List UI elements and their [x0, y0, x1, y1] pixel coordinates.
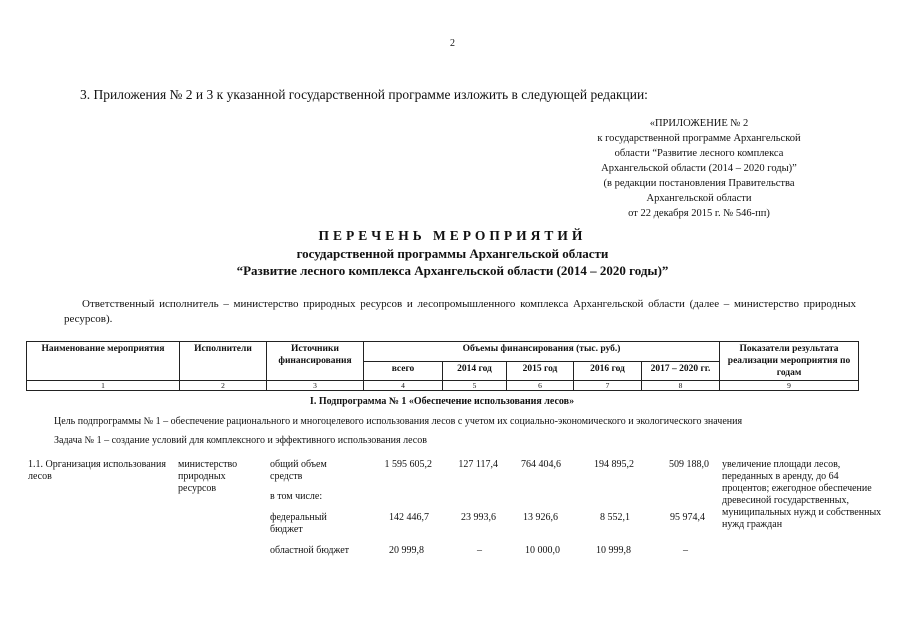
source-including: в том числе: — [270, 491, 323, 502]
source-regional: областной бюджет — [270, 545, 350, 556]
header-2016: 2016 год — [574, 361, 642, 381]
header-executors: Исполнители — [180, 342, 267, 381]
appendix-line: к государственной программе Архангельской — [597, 133, 801, 144]
header-2014: 2014 год — [443, 361, 507, 381]
result-indicator: увеличение площади лесов, переданных в аренду, до 64 процентов; ежегодное обеспечение древесиной государственных, муниципальных нужд и собственных нужд граждан — [722, 459, 882, 530]
federal-2015: 13 926,6 — [523, 512, 558, 523]
activity-executor: министерство природных ресурсов — [178, 459, 238, 494]
column-number: 8 — [642, 381, 720, 391]
column-number: 2 — [180, 381, 267, 391]
regional-2014: – — [477, 545, 482, 556]
header-total: всего — [364, 361, 443, 381]
header-2017-2020: 2017 – 2020 гг. — [642, 361, 720, 381]
appendix-block — [540, 116, 858, 221]
source-total: общий объем средств — [270, 459, 327, 482]
header-sources: Источники финансирования — [267, 342, 364, 381]
column-number: 1 — [27, 381, 180, 391]
total-2015: 764 404,6 — [521, 459, 561, 470]
appendix-line: «ПРИЛОЖЕНИЕ № 2 — [649, 118, 749, 129]
responsible-executor: Ответственный исполнитель – министерство природных ресурсов и лесопромышленного комплекса Архангельской области (далее – министерство природных ресурсов). — [64, 298, 856, 325]
regional-2015: 10 000,0 — [525, 545, 560, 556]
appendix-line: Архангельской области — [646, 193, 752, 204]
regional-2017-2020: – — [683, 545, 688, 556]
total-all: 1 595 605,2 — [384, 459, 432, 470]
column-number: 6 — [507, 381, 574, 391]
activity-name: 1.1. Организация использования лесов — [28, 459, 166, 482]
document-subtitle-2: “Развитие лесного комплекса Архангельской области (2014 – 2020 годы)” — [236, 263, 669, 278]
regional-all: 20 999,8 — [389, 545, 424, 556]
appendix-line: (в редакции постановления Правительства — [603, 178, 795, 189]
column-number: 7 — [574, 381, 642, 391]
column-number: 4 — [364, 381, 443, 391]
section-title: I. Подпрограмма № 1 «Обеспечение использования лесов» — [309, 396, 575, 407]
column-number: 3 — [267, 381, 364, 391]
intro-line: 3. Приложения № 2 и 3 к указанной государственной программе изложить в следующей редакции: — [80, 87, 648, 102]
header-volumes: Объемы финансирования (тыс. руб.) — [364, 342, 720, 362]
total-2017-2020: 509 188,0 — [669, 459, 709, 470]
federal-all: 142 446,7 — [389, 512, 429, 523]
header-indicators: Показатели результата реализации мероприятия по годам — [720, 342, 859, 381]
column-number: 9 — [720, 381, 859, 391]
total-2014: 127 117,4 — [458, 459, 498, 470]
appendix-line: области “Развитие лесного комплекса — [614, 148, 784, 159]
total-2016: 194 895,2 — [594, 459, 634, 470]
header-name: Наименование мероприятия — [27, 342, 180, 381]
source-federal: федеральный бюджет — [270, 512, 327, 535]
subprogram-goal: Цель подпрограммы № 1 – обеспечение рационального и многоцелевого использования лесов с учетом их социально-экономического и экологического значения — [54, 416, 743, 427]
document-title: ПЕРЕЧЕНЬ МЕРОПРИЯТИЙ — [318, 228, 587, 243]
federal-2016: 8 552,1 — [600, 512, 630, 523]
table-header — [26, 341, 859, 391]
appendix-line: от 22 декабря 2015 г. № 546-пп) — [628, 208, 770, 219]
federal-2014: 23 993,6 — [461, 512, 496, 523]
appendix-line: Архангельской области (2014 – 2020 годы)” — [601, 163, 797, 174]
column-number: 5 — [443, 381, 507, 391]
federal-2017-2020: 95 974,4 — [670, 512, 705, 523]
header-2015: 2015 год — [507, 361, 574, 381]
document-subtitle: государственной программы Архангельской области — [296, 246, 609, 261]
regional-2016: 10 999,8 — [596, 545, 631, 556]
page-number: 2 — [450, 38, 455, 49]
subprogram-task: Задача № 1 – создание условий для комплексного и эффективного использования лесов — [54, 435, 427, 446]
